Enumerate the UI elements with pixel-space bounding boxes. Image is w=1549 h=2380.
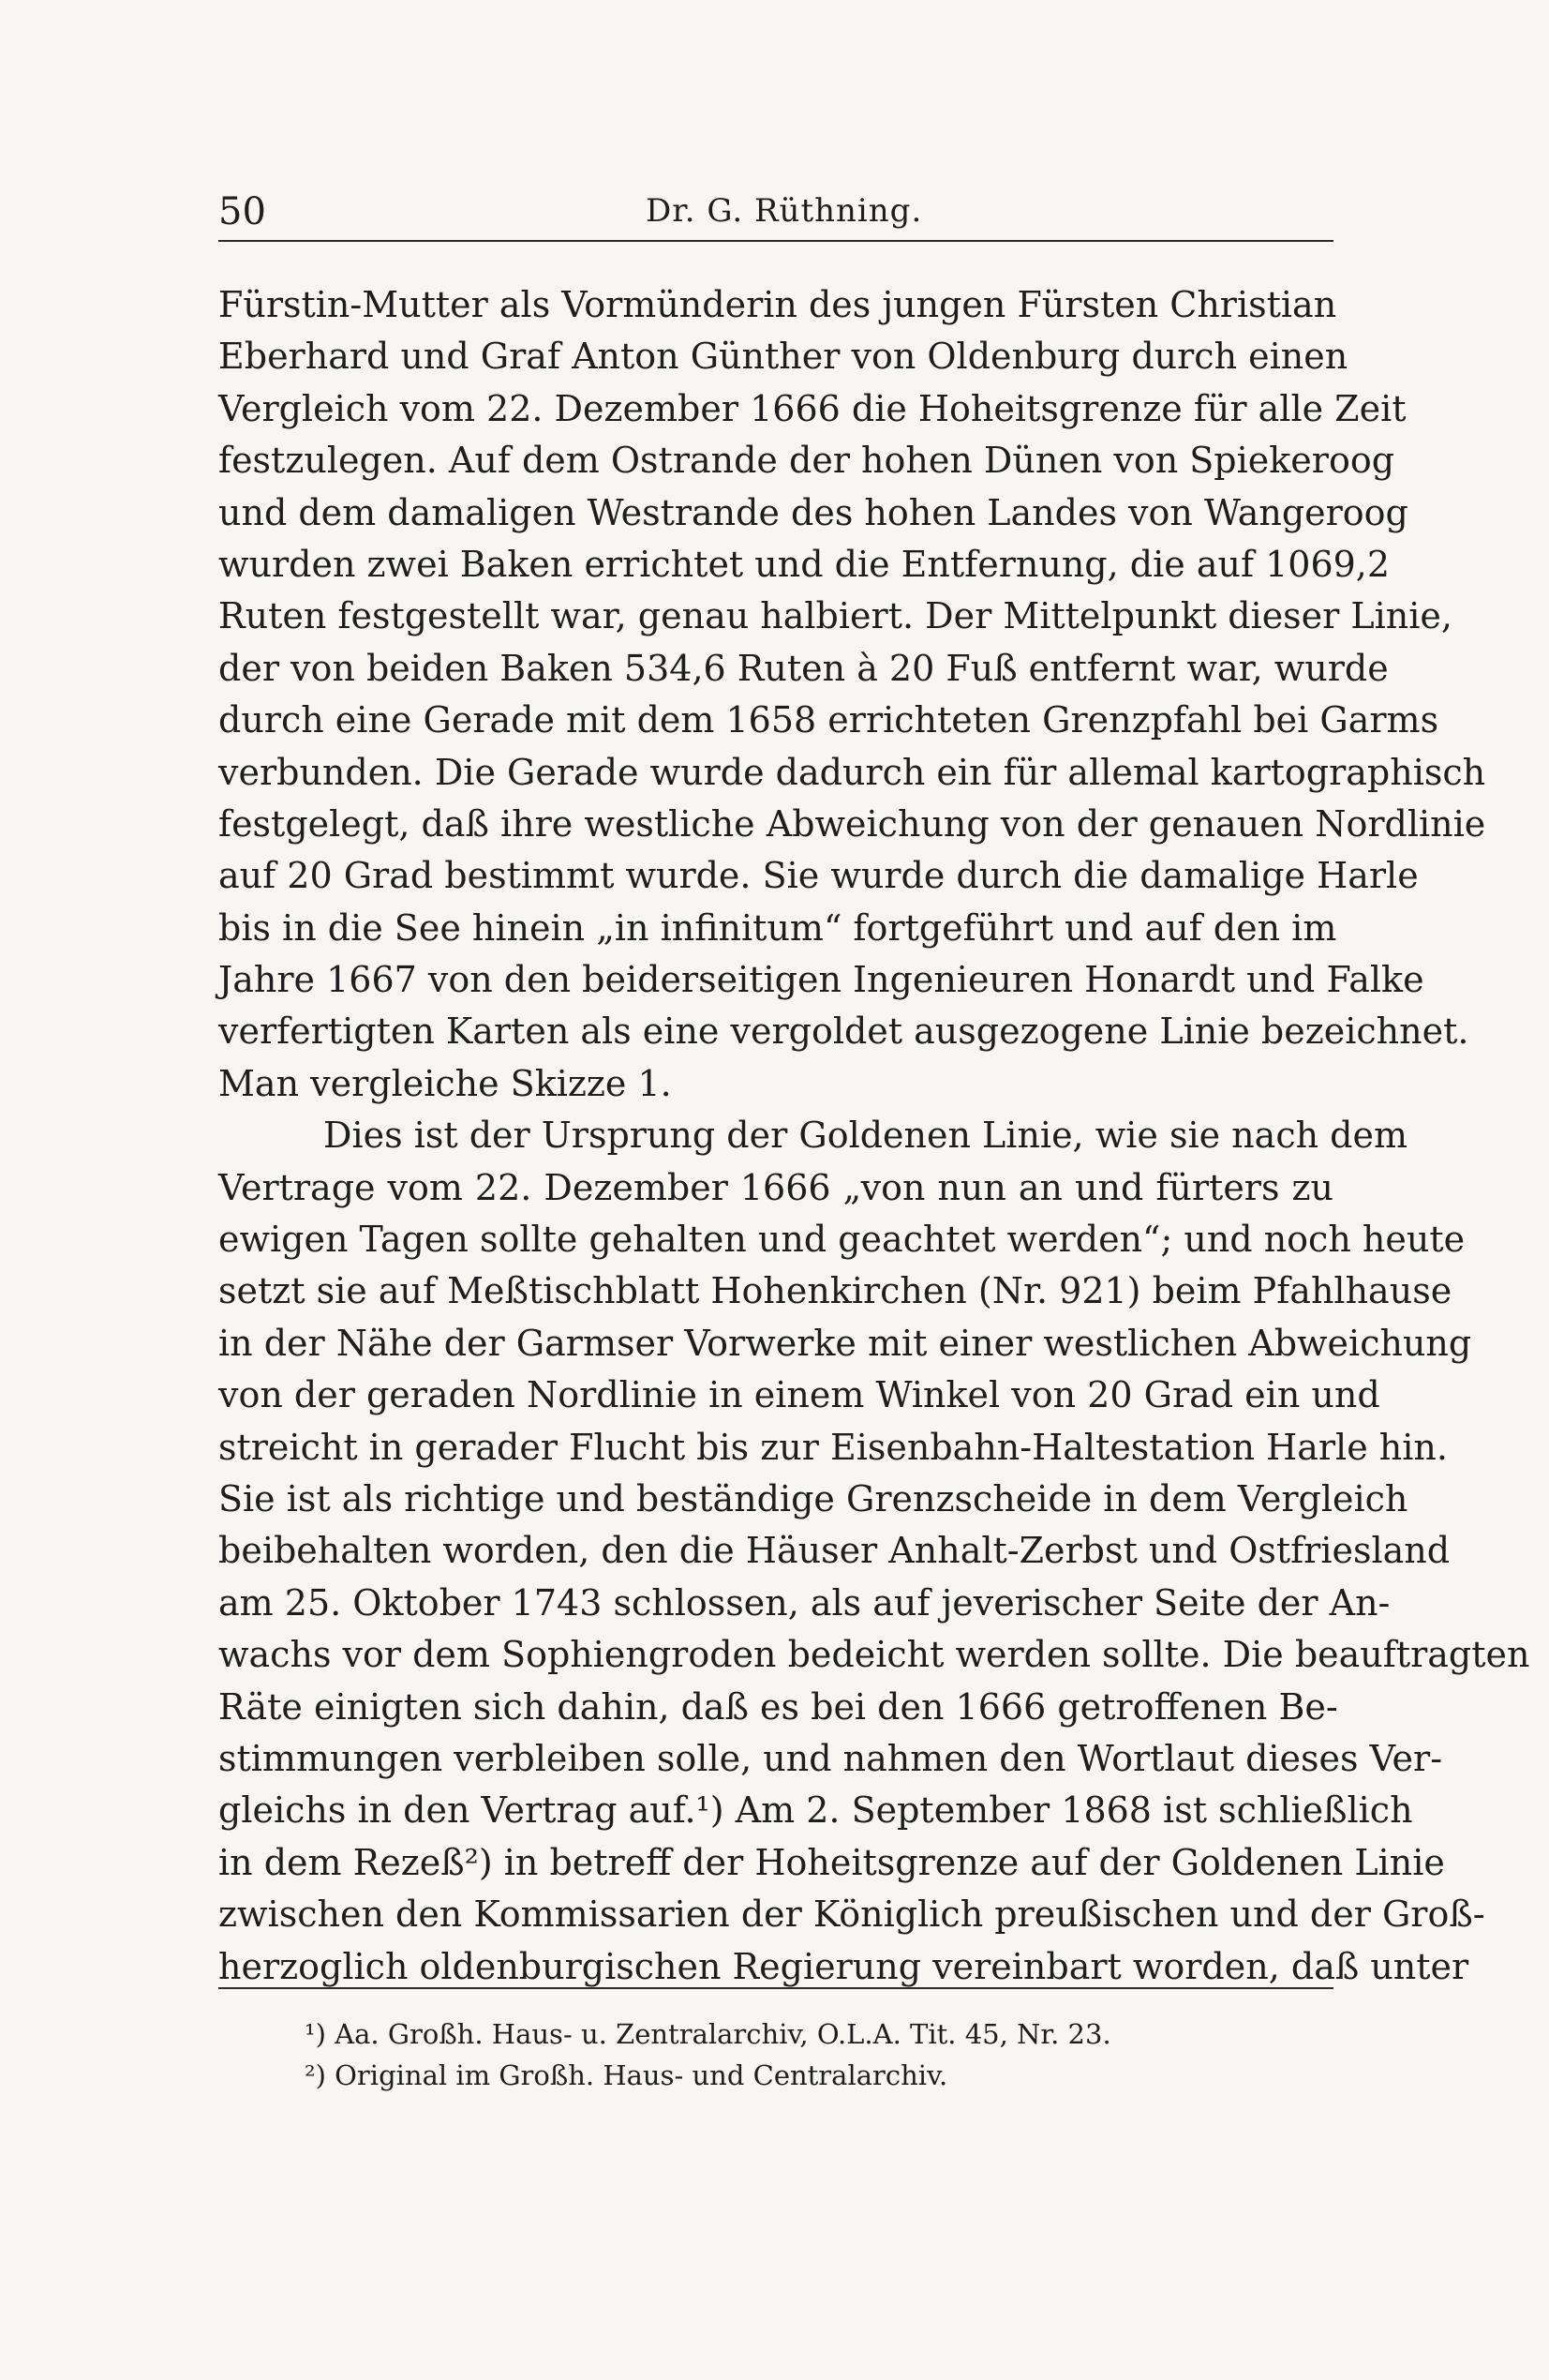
text-line: streicht in gerader Flucht bis zur Eisenbahn-Haltestation Harle hin. [218,1426,1448,1468]
text-line: Sie ist als richtige und beständige Grenzscheide in dem Vergleich [218,1477,1408,1519]
text-line: Eberhard und Graf Anton Günther von Oldenburg durch einen [218,336,1348,378]
text-line: ewigen Tagen sollte gehalten und geachtet werden“; und noch heute [218,1219,1466,1261]
page-number: 50 [218,190,266,233]
text-line: wurden zwei Baken errichtet und die Entfernung, die auf 1069,2 [218,543,1391,585]
text-line: Man vergleiche Skizze 1. [218,1062,672,1104]
footnote: ²) Original im Großh. Haus- und Centralarchiv. [305,2059,948,2091]
text-line: Jahre 1667 von den beiderseitigen Ingenieuren Honardt und Falke [218,959,1424,1001]
text-line: auf 20 Grad bestimmt wurde. Sie wurde durch die damalige Harle [218,855,1419,897]
footnote: ¹) Aa. Großh. Haus- u. Zentralarchiv, O.L.A. Tit. 45, Nr. 23. [305,2018,1111,2050]
text-line: stimmungen verbleiben solle, und nahmen den Wortlaut dieses Ver- [218,1737,1443,1779]
text-line: festzulegen. Auf dem Ostrande der hohen Dünen von Spiekeroog [218,440,1395,482]
text-line: herzoglich oldenburgischen Regierung vereinbart worden, daß unter [218,1945,1469,1987]
text-line: von der geraden Nordlinie in einem Winkel von 20 Grad ein und [218,1374,1380,1416]
header-rule [218,240,1333,242]
paragraph-start-line: Dies ist der Ursprung der Goldenen Linie, wie sie nach dem [323,1115,1408,1157]
text-line: zwischen den Kommissarien der Königlich preußischen und der Groß- [218,1894,1485,1936]
footnote-rule [218,1987,1333,1989]
text-line: am 25. Oktober 1743 schlossen, als auf jeverischer Seite der An- [218,1581,1391,1624]
text-line: der von beiden Baken 534,6 Ruten à 20 Fuß entfernt war, wurde [218,647,1389,689]
text-line: in dem Rezeß²) in betreff der Hoheitsgrenze auf der Goldenen Linie [218,1841,1445,1883]
text-line: durch eine Gerade mit dem 1658 errichteten Grenzpfahl bei Garms [218,699,1439,741]
text-line: festgelegt, daß ihre westliche Abweichung von der genauen Nordlinie [218,802,1486,845]
text-line: Räte einigten sich dahin, daß es bei den 1666 getroffenen Be- [218,1685,1338,1728]
text-line: setzt sie auf Meßtischblatt Hohenkirchen (Nr. 921) beim Pfahlhause [218,1270,1452,1312]
text-line: Vertrage vom 22. Dezember 1666 „von nun an und fürters zu [218,1166,1333,1208]
page-header [218,190,1333,235]
text-line: beibehalten worden, den die Häuser Anhalt-Zerbst und Ostfriesland [218,1530,1451,1572]
text-line: Fürstin-Mutter als Vormünderin des jungen Fürsten Christian [218,284,1337,325]
text-line: in der Nähe der Garmser Vorwerke mit einer westlichen Abweichung [218,1322,1472,1364]
running-head: Dr. G. Rüthning. [646,192,923,230]
text-line: gleichs in den Vertrag auf.¹) Am 2. September 1868 ist schließlich [218,1789,1413,1832]
text-line: Ruten festgestellt war, genau halbiert. Der Mittelpunkt dieser Linie, [218,595,1452,637]
text-line: verbunden. Die Gerade wurde dadurch ein für allemal kartographisch [218,751,1486,793]
text-line: und dem damaligen Westrande des hohen Landes von Wangeroog [218,491,1408,533]
text-line: verfertigten Karten als eine vergoldet ausgezogene Linie bezeichnet. [218,1010,1469,1053]
text-line: bis in die See hinein „in infinitum“ fortgeführt und auf den im [218,906,1337,949]
text-line: Vergleich vom 22. Dezember 1666 die Hoheitsgrenze für alle Zeit [218,387,1407,429]
body-text [218,279,1530,1993]
footnotes [305,2013,1326,2096]
text-line: wachs vor dem Sophiengroden bedeicht werden sollte. Die beauftragten [218,1634,1530,1676]
